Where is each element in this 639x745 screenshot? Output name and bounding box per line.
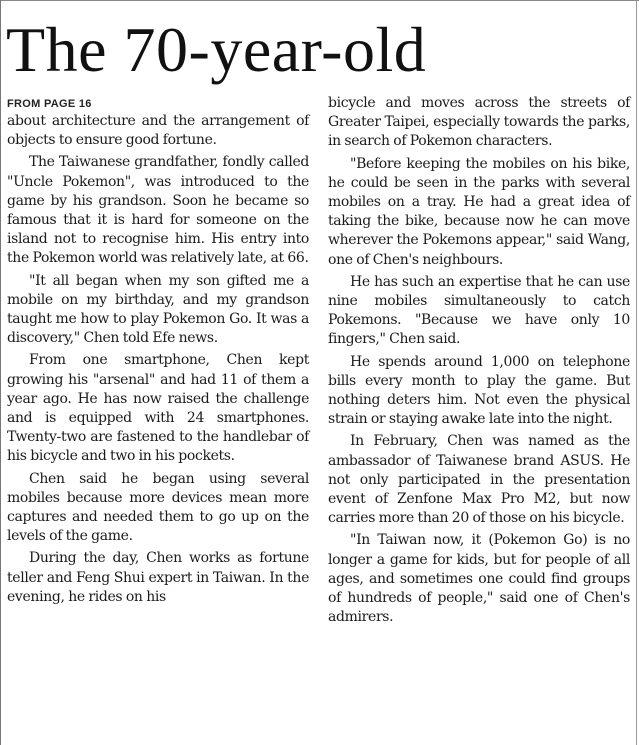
article-paragraph: The Taiwanese grandfather, fondly called "Uncle Pokemon", was introduced to the game by his grandson. Soon he became so famous that it is hard for someone on the island not to recognise him. His entry into the Pokemon world was relatively late, at 66. xyxy=(7,154,309,267)
top-border xyxy=(0,0,639,1)
article-paragraph: During the day, Chen works as fortune teller and Feng Shui expert in Taiwan. In the evening, he rides on his xyxy=(7,550,309,605)
article-column-left xyxy=(7,94,309,607)
right-border xyxy=(636,0,637,745)
article-paragraph: "It all began when my son gifted me a mobile on my birthday, and my grandson taught me how to play Pokemon Go. It was a discovery," Chen told Efe news. xyxy=(7,272,309,347)
jump-label: FROM PAGE 16 xyxy=(7,98,92,110)
article-paragraph: "Before keeping the mobiles on his bike, he could be seen in the parks with several mobiles on a tray. He had a great idea of taking the bike, because now he can move wherever the Pokemons appear," said Wang, one of Chen's neighbours. xyxy=(328,155,630,268)
article-paragraph: "In Taiwan now, it (Pokemon Go) is no longer a game for kids, but for people of all ages, and sometimes one could find groups of hundreds of people," said one of Chen's admirers. xyxy=(328,532,630,626)
article-headline: The 70-year-old xyxy=(6,14,427,85)
article-paragraph: He has such an expertise that he can use nine mobiles simultaneously to catch Pokemons. "Because we have only 10 fingers," Chen said. xyxy=(328,273,630,348)
article-paragraph: From one smartphone, Chen kept growing his "arsenal" and had 11 of them a year ago. He has now raised the challenge and is equipped with 24 smartphones. Twenty-two are fastened to the handlebar of his bicycle and two in his pockets. xyxy=(7,352,309,465)
article-paragraph: In February, Chen was named as the ambassador of Taiwanese brand ASUS. He not only participated in the presentation event of Zenfone Max Pro M2, but now carries more than 20 of those on his bicycle. xyxy=(328,433,630,527)
article-paragraph: Chen said he began using several mobiles because more devices mean more captures and needed them to go up on the levels of the game. xyxy=(7,470,309,545)
article-paragraph: He spends around 1,000 on telephone bills every month to play the game. But nothing deters him. Not even the physical strain or staying awake late into the night. xyxy=(328,353,630,428)
article-column-right xyxy=(328,94,630,627)
article-paragraph: about architecture and the arrangement of objects to ensure good fortune. xyxy=(7,113,309,149)
article-paragraph: bicycle and moves across the streets of Greater Taipei, especially towards the parks, in search of Pokemon characters. xyxy=(328,95,630,150)
left-border xyxy=(0,0,1,745)
